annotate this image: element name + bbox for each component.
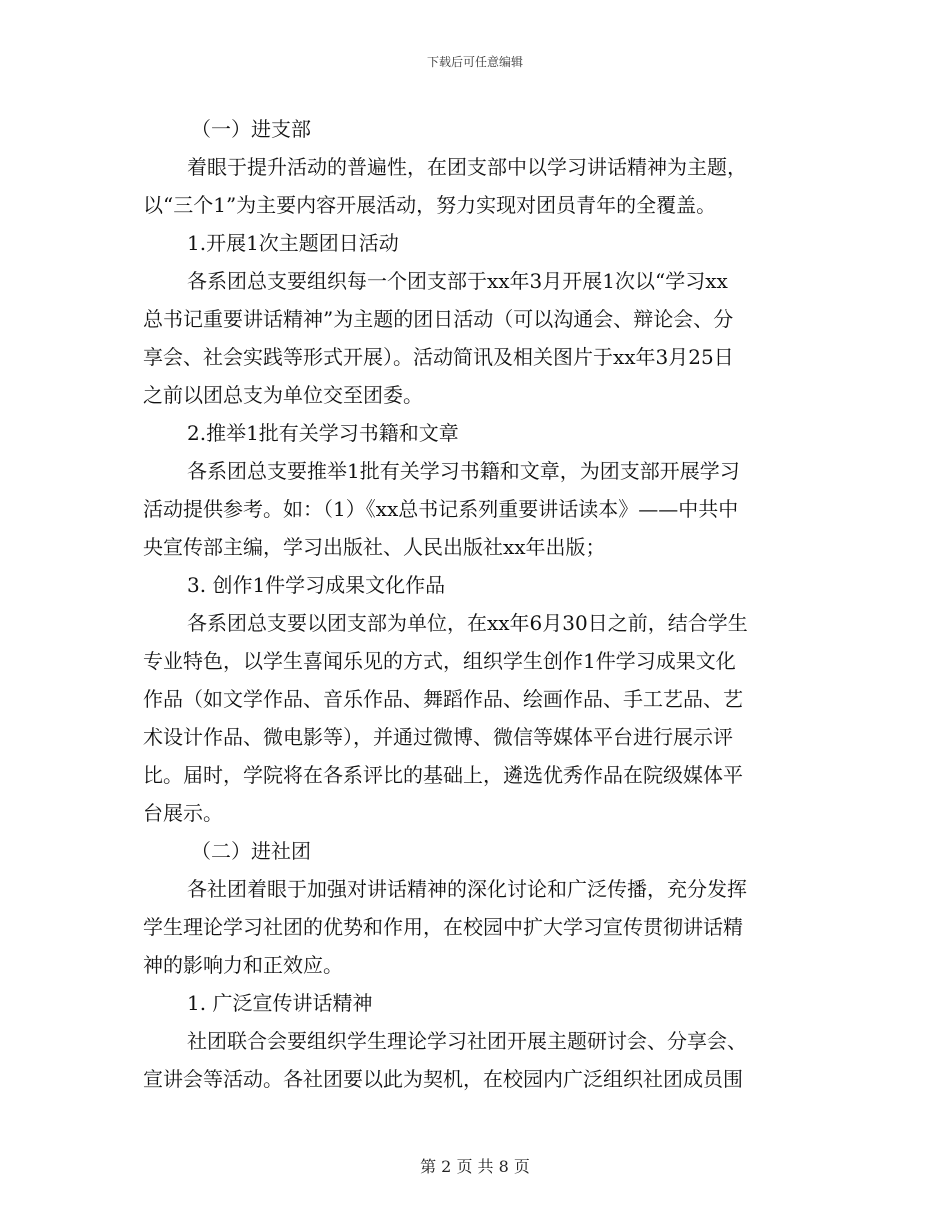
- section-heading: （一）进支部: [191, 117, 311, 141]
- paragraph-line: 总书记重要讲话精神”为主题的团日活动（可以沟通会、辩论会、分: [143, 307, 734, 331]
- paragraph-line: 之前以团总支为单位交至团委。: [143, 383, 423, 407]
- paragraph-line: 享会、社会实践等形式开展）。活动简讯及相关图片于xx年3月25日: [143, 345, 734, 369]
- paragraph-line: 术设计作品、微电影等），并通过微博、微信等媒体平台进行展示评: [143, 725, 733, 749]
- paragraph-line: 各社团着眼于加强对讲话精神的深化讨论和广泛传播，充分发挥: [187, 877, 747, 901]
- paragraph-line: 宣讲会等活动。各社团要以此为契机，在校园内广泛组织社团成员围: [143, 1067, 743, 1091]
- item-heading: 3. 创作1件学习成果文化作品: [187, 573, 446, 597]
- page-header: 下载后可任意编辑: [426, 55, 523, 69]
- section-heading: （二）进社团: [191, 839, 311, 863]
- item-heading: 1.开展1次主题团日活动: [187, 231, 399, 255]
- page-number: 第 2 页 共 8 页: [420, 1157, 530, 1176]
- item-heading: 2.推举1批有关学习书籍和文章: [187, 421, 459, 445]
- paragraph-line: 专业特色，以学生喜闻乐见的方式，组织学生创作1件学习成果文化: [143, 649, 736, 673]
- paragraph-line: 比。届时，学院将在各系评比的基础上，遴选优秀作品在院级媒体平: [143, 763, 743, 787]
- paragraph-line: 台展示。: [143, 801, 223, 825]
- item-heading: 1. 广泛宣传讲话精神: [187, 991, 373, 1015]
- paragraph-line: 各系团总支要组织每一个团支部于xx年3月开展1次以“学习xx: [187, 269, 728, 293]
- paragraph-line: 各系团总支要以团支部为单位，在xx年6月30日之前，结合学生: [187, 611, 748, 635]
- paragraph-line: 各系团总支要推举1批有关学习书籍和文章，为团支部开展学习: [187, 459, 740, 483]
- paragraph-line: 以“三个1”为主要内容开展活动，努力实现对团员青年的全覆盖。: [143, 193, 717, 217]
- paragraph-line: 央宣传部主编，学习出版社、人民出版社xx年出版；: [143, 535, 606, 559]
- paragraph-line: 活动提供参考。如：（1）《xx总书记系列重要讲话读本》——中共中: [143, 497, 739, 521]
- paragraph-line: 学生理论学习社团的优势和作用，在校园中扩大学习宣传贯彻讲话精: [143, 915, 743, 939]
- document-body: [143, 110, 813, 1098]
- paragraph-line: 作品（如文学作品、音乐作品、舞蹈作品、绘画作品、手工艺品、艺: [143, 687, 743, 711]
- paragraph-line: 着眼于提升活动的普遍性，在团支部中以学习讲话精神为主题，: [187, 155, 747, 179]
- paragraph-line: 神的影响力和正效应。: [143, 953, 343, 977]
- paragraph-line: 社团联合会要组织学生理论学习社团开展主题研讨会、分享会、: [187, 1029, 747, 1053]
